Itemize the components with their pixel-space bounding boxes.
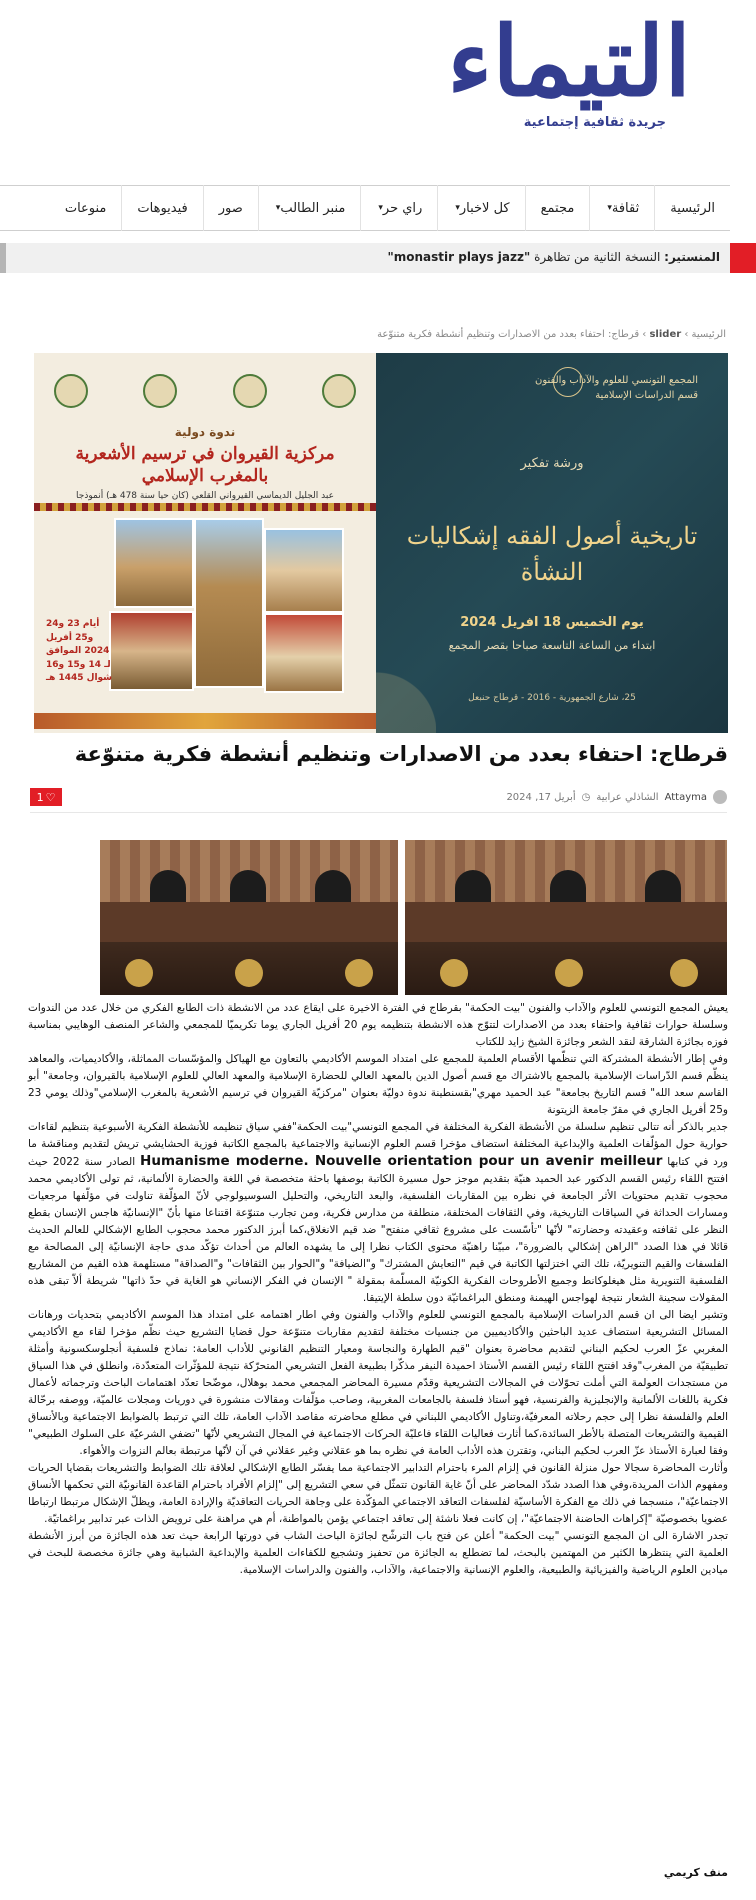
site-tagline: جريدة ثقافية إجتماعية <box>523 115 666 130</box>
article-meta <box>30 790 727 804</box>
site-header <box>0 0 756 185</box>
breadcrumb-section[interactable]: slider <box>649 329 682 340</box>
article-paragraph: تجدر الاشارة الى ان المجمع التونسي "بيت الحكمة" أعلن عن فتح باب الترشّح لجائزة الباحث الشاب في دورتها الرابعة حيث تعد هذه الجائزة من أبرز الأنشطة العلمية التي ينتظرها الكثير من المهتمين بالبحث، لما تضطلع به الجائزة من تحفيز وتشجيع للكفاءات العلمية والإبداعية الشبابية وهي جائزة مخصصة للبحث في ميادين العلوم الرياضية والفيزيائية والطبيعية، والعلوم الإنسانية والاجتماعية، والآداب، والفنون والدراسات الإسلامية. <box>28 1530 728 1576</box>
article-paragraph: وفي إطار الأنشطة المشتركة التي تنظّمها الأقسام العلمية للمجمع على امتداد الموسم الأكاديمي بالتعاون مع الهياكل والمؤسّسات المماثلة، والأكاديميات، والمعاهد ينظّم قسم الدّراسات الإسلامية بالمجمع بالاشتراك مع قسم أصول الدين بالمعهد العالي للحضارة الإسلامية والمعهد العالي للعلوم الإسلامية بالقيروان، وجامعة" أبو القاسم سعد الله" قسم التاريخ بجامعة" عبد الحميد مهري"بقسنطينة ندوة دوليّة بعنوان "مركزيّة القيروان في ترسيم الأشعرية بالمغرب الإسلامي"وذلك يومي 23 و25 أفريل الجاري في مقرّ جامعة الزيتونة <box>28 1053 728 1116</box>
emblem-icon <box>440 959 468 987</box>
poster-footer <box>34 713 376 729</box>
poster-decoration <box>376 613 436 733</box>
news-ticker <box>0 243 756 273</box>
architecture-photo <box>114 518 194 608</box>
emblem-icon <box>125 959 153 987</box>
ticker-highlight: "monastir plays jazz" <box>387 250 531 264</box>
byline <box>506 790 727 804</box>
institution-seal-icon <box>54 374 88 408</box>
poster-organization: المجمع التونسي للعلوم والآداب والفنون قسم الدراسات الإسلامية <box>535 375 698 401</box>
nav-item-home[interactable]: الرئيسية <box>654 185 730 231</box>
featured-image <box>34 353 728 733</box>
poster-logos <box>54 365 356 417</box>
breadcrumb-separator: › <box>684 329 689 340</box>
minaret-photo <box>194 518 264 688</box>
event-photo <box>405 840 727 995</box>
like-count: 1 <box>36 790 44 804</box>
emblem-icon <box>670 959 698 987</box>
article-paragraph: جدير بالذكر أنه تتالى تنظيم سلسلة من الأنشطة الفكرية المختلفة في المجمع التونسي"بيت الحكمة"ففي سياق تنظيمه للأنشطة الفكرية الأسبوعية بتنظيم لقاءات حوارية حول المؤلّفات العلمية والإبداعية المختلفة استضاف مؤخرا قسم العلوم الإنسانية والاجتماعية بالمجمع الكاتبة فوزية الحشايشي تريش لتقديم ومناقشة ما ورد في كتابها Humanisme moderne. Nouvelle orientation pour un avenir meilleur الصادر سنة 2022 حيث افتتح اللقاء رئيس القسم الدكتور عبد الحميد هنيّة بتقديم موجز حول مسيرة الكاتبة بوصفها باحثة متخصصة في اللغة والحضارة الألمانية، ثم تولى الأكاديمي محمد محجوب تقديم محتويات الأثر الجامعة في نظره بين المقاربات الفلسفية، والبعد التاريخي، والتحليل السوسيولوجي لأنّ المؤلّفة تناولت في مؤلّفها مرجعيات ومسارات الحداثة في السياقات التاريخية، وفي الثقافات المختلفة، منطلقة من مدارس فكرية، ومن تجارب متنوّعة اقتناعا منها بأنّ "الإنسانيّة هاجس الإنسان بقطع النظر على ثقافته وعقيدته وحضارته" لأنّها "تأسّست على مشروع ثقافي منفتح" ضد قيم الانغلاق،كما أبرز الدكتور محمد محجوب الطابع الإشكالي للعالم الحديث قائلا في هذا الصدد "الراهن إشكالي بالضرورة"، مبيّنا راهنيّة محتوى الكتاب نظرا إلى ما يشهده العالم من أحداث تؤكّد مدى حاجة الإنسانيّة إلى المصالحة مع الفلسفات والقيم التنويريّة، تلك التي اختزلتها الكاتبة في قيم "التعايش المشترك" و"الضيافة" و"الحوار بين الثقافات" و"الصداقة" مستلهمة هذه القيم من المشاريع الفلسفية التنويرية مثل هيغلوكانط وجميع الأطروحات الفكرية الكونيّة المسلّمة بمقولة " الإنسان في الفكر الإنساني هو الغاية في حدّ ذاتها" شريطة ألاّ تبقى هذه المقولات سجينة الشعار نتيجة لهواجس الهيمنة ومنطق البراغماتيّة دون سلطة الإيتيقا. <box>28 1121 728 1304</box>
book-title: Humanisme moderne. Nouvelle orientation pour un avenir meilleur <box>140 1153 663 1169</box>
article-paragraph: يعيش المجمع التونسي للعلوم والآداب والفنون "بيت الحكمة" بقرطاج في الفترة الاخيرة على ايقاع عدد من الانشطة ذات الطابع الفكري من خلال عدد من الندوات وسلسلة حوارات ثقافية واحتفاء بعدد من الاصدارات لتتوّج هذه الانشطة بتنظيمه يوم 20 أفريل الجاري يوما تكريميّا للمجمعي والشاعر المنصف الوهايبي بمناسبة فوزه بجائزة الشارقة لنقد الشعر وجائزة الشيخ زايد للكتاب <box>28 1002 728 1048</box>
event-photos <box>100 840 730 995</box>
poster-title: تاريخية أصول الفقه إشكاليات النشأة <box>406 522 698 586</box>
article-paragraph: وتشير ايضا الى ان قسم الدراسات الإسلامية بالمجمع التونسي للعلوم والآداب والفنون وفي اطار اهتمامه على امتداد هذا الموسم الأكاديمي بتحديات ورهانات المسائل التشريعية استضاف عديد الباحثين والأكاديميين من جنسيات مختلفة لتقديم مقاربات متنوّعة حول قضايا التشريع حيث نظّم مؤخرا لقاء مع الأكاديمي المغربي عزّ العرب لحكيم البناني لتقديم محاضرة بعنوان "قيم الطهارة والنجاسة ومعيار التنظيم القانوني للأداب العامة: نماذج فلسفية أنجلوسكسونية وأمثلة تطبيقيّة من المغرب"وقد افتتح اللقاء رئيس القسم الأستاذ احميدة النيفر مذكّرا بطبيعة الفعل التشريعي المتحرّكة نتيجة للمؤثّرات المتعدّدة، وانطلق في هذا السياق من مستجدات العولمة التي أملت تحوّلات في المجالات التشريعية وقدّم مسيرة المحاضر المجمعي محمد بوهلال، موضّحا تعدّد اهتمامات الباحث وترجماته لأعمال فكرية باللغات الألمانية والإنجليزية والفرنسية، فهو أستاذ فلسفة بالجامعات المغربية، وصاحب مؤلّفات ومقالات منشورة في دوريات ومجلات عالميّة، ووصفه برحّالة العلم والفلسفة نظرا إلى حجم رحلاته المعرفيّة،وتناول الأكاديمي اللبناني في مطلع محاضرته مقاصد الآداب العامة، تلك التي ترتبط بالضوابط الاجتماعية وبالأنساق القيمية والتشريعات المتصلة بالأطر السائدة،كما أثارت فعاليات اللقاء فاعليّة الحركات الاجتماعية في المجال التشريعي لأنّها "تضفي الشرعيّة على السلوك الطبيعي" وفقا لعبارة الأستاذ عزّ العرب لحكيم البناني، وتقترن هذه الأداب العامة في نظره بما هو عقلاني وغير عقلاني في آن لأنّها مرتبطة بعالم النزوات والأهواء. <box>28 1309 728 1457</box>
architecture-photo <box>264 528 344 613</box>
breadcrumb <box>377 329 726 340</box>
institution-seal-icon <box>233 374 267 408</box>
breadcrumb-separator: › <box>642 329 647 340</box>
breadcrumb-home[interactable]: الرئيسية <box>691 329 726 340</box>
heart-icon: ♡ <box>45 790 56 804</box>
poster-date: يوم الخميس 18 افريل 2024 <box>460 615 644 630</box>
nav-item-photos[interactable]: صور <box>203 185 258 231</box>
author-link[interactable]: Attayma <box>664 791 707 803</box>
article-paragraph: وأثارت المحاضرة سجالا حول منزلة القانون في إلزام المرء باحترام التدابير الاجتماعية مما يفسّر الطابع الإشكالي لعلاقة تلك الضوابط والتشريعات بقضايا الحريات ومفهوم الذات المريدة،وفي هذا الصدد شدّد المحاضر على أنّ غاية القانون تتمثّل في سعي التشريع إلى "إلزام الأفراد باحترام القاعدة القانونيّة التي تحكمها الأنساق الاجتماعيّة"، منسجما في ذلك مع الفكرة الأساسيّة لفلسفات التعاقد الاجتماعي المؤكّدة على وجاهة الحريات التعاقديّة والإرادة العامة، ويظلّ الإشكال مرتبطا ارتباطا عضويا بخصوصيّة "إكراهات الحاضنة الاجتماعيّة"، إن كانت فعلا ناشئة إلى تعاقد اجتماعي يؤمن بالمواطنة، أم هي مراهنة على ترويض الذات عبر تدابير براغماتيّة. <box>28 1462 728 1525</box>
chevron-down-icon: ▾ <box>275 203 281 213</box>
poster-time: ابتداء من الساعة التاسعة صباحا بقصر المجمع <box>448 639 656 652</box>
ticker-headline[interactable] <box>387 250 720 264</box>
dome-photo <box>264 613 344 693</box>
institution-seal-icon <box>322 374 356 408</box>
ticker-marker <box>730 243 756 273</box>
chevron-down-icon: ▾ <box>378 203 383 213</box>
article-title: قرطاج: احتفاء بعدد من الاصدارات وتنظيم أنشطة فكرية متنوّعة <box>74 742 728 766</box>
like-button[interactable] <box>30 788 62 806</box>
chevron-down-icon: ▾ <box>607 203 612 213</box>
conference-poster <box>34 353 376 733</box>
main-nav <box>0 185 730 231</box>
nav-item-society[interactable]: مجتمع <box>525 185 590 231</box>
workshop-poster <box>376 353 728 733</box>
divider <box>30 812 727 813</box>
ticker-text: النسخة الثانية من تظاهرة <box>534 250 661 264</box>
poster-band <box>34 503 376 511</box>
poster-title: مركزية القيروان في ترسيم الأشعرية بالمغرب الإسلامي <box>75 444 335 487</box>
ticker-edge <box>0 243 6 273</box>
emblem-icon <box>555 959 583 987</box>
emblem-icon <box>235 959 263 987</box>
clock-icon: ◷ <box>581 791 591 803</box>
site-logo[interactable]: التيماء <box>447 5 691 118</box>
nav-item-all-news[interactable]: كل لاخبار ▾ <box>437 185 524 231</box>
nav-item-misc[interactable]: منوعات <box>64 200 107 216</box>
article-body <box>28 1000 728 1579</box>
chevron-down-icon: ▾ <box>455 203 460 213</box>
event-photo <box>100 840 398 995</box>
dome-photo <box>109 611 194 691</box>
poster-address: 25، شارع الجمهورية - 2016 - قرطاج حنبعل <box>468 693 636 703</box>
poster-dates: أيام 23 و24 و25 أفريل 2024 الموافق لـ 14 و15 و16 شوال 1445 هـ <box>46 619 113 683</box>
avatar <box>713 790 727 804</box>
nav-item-opinion[interactable]: راي حر ▾ <box>360 185 437 231</box>
ticker-label: المنستير: <box>664 250 720 264</box>
poster-subtitle: عبد الجليل الديماسي القيرواني القلعي (كان حيا سنة 478 هـ) أنموذجا <box>76 491 334 501</box>
breadcrumb-current: قرطاج: احتفاء بعدد من الاصدارات وتنظيم أنشطة فكرية متنوّعة <box>377 329 640 340</box>
nav-item-videos[interactable]: فيديوهات <box>121 185 202 231</box>
emblem-icon <box>345 959 373 987</box>
nav-item-student[interactable]: منبر الطالب ▾ <box>258 185 361 231</box>
author-signature: منف كريمي <box>663 1866 728 1879</box>
poster-heading: ندوة دولية <box>174 425 236 439</box>
article-date: أبريل 17, 2024 <box>506 791 576 803</box>
article-category[interactable]: الشاذلي عرابية <box>596 791 659 803</box>
poster-label: ورشة تفكير <box>520 456 584 471</box>
institution-seal-icon <box>143 374 177 408</box>
nav-item-culture[interactable]: ثقافة ▾ <box>589 185 654 231</box>
